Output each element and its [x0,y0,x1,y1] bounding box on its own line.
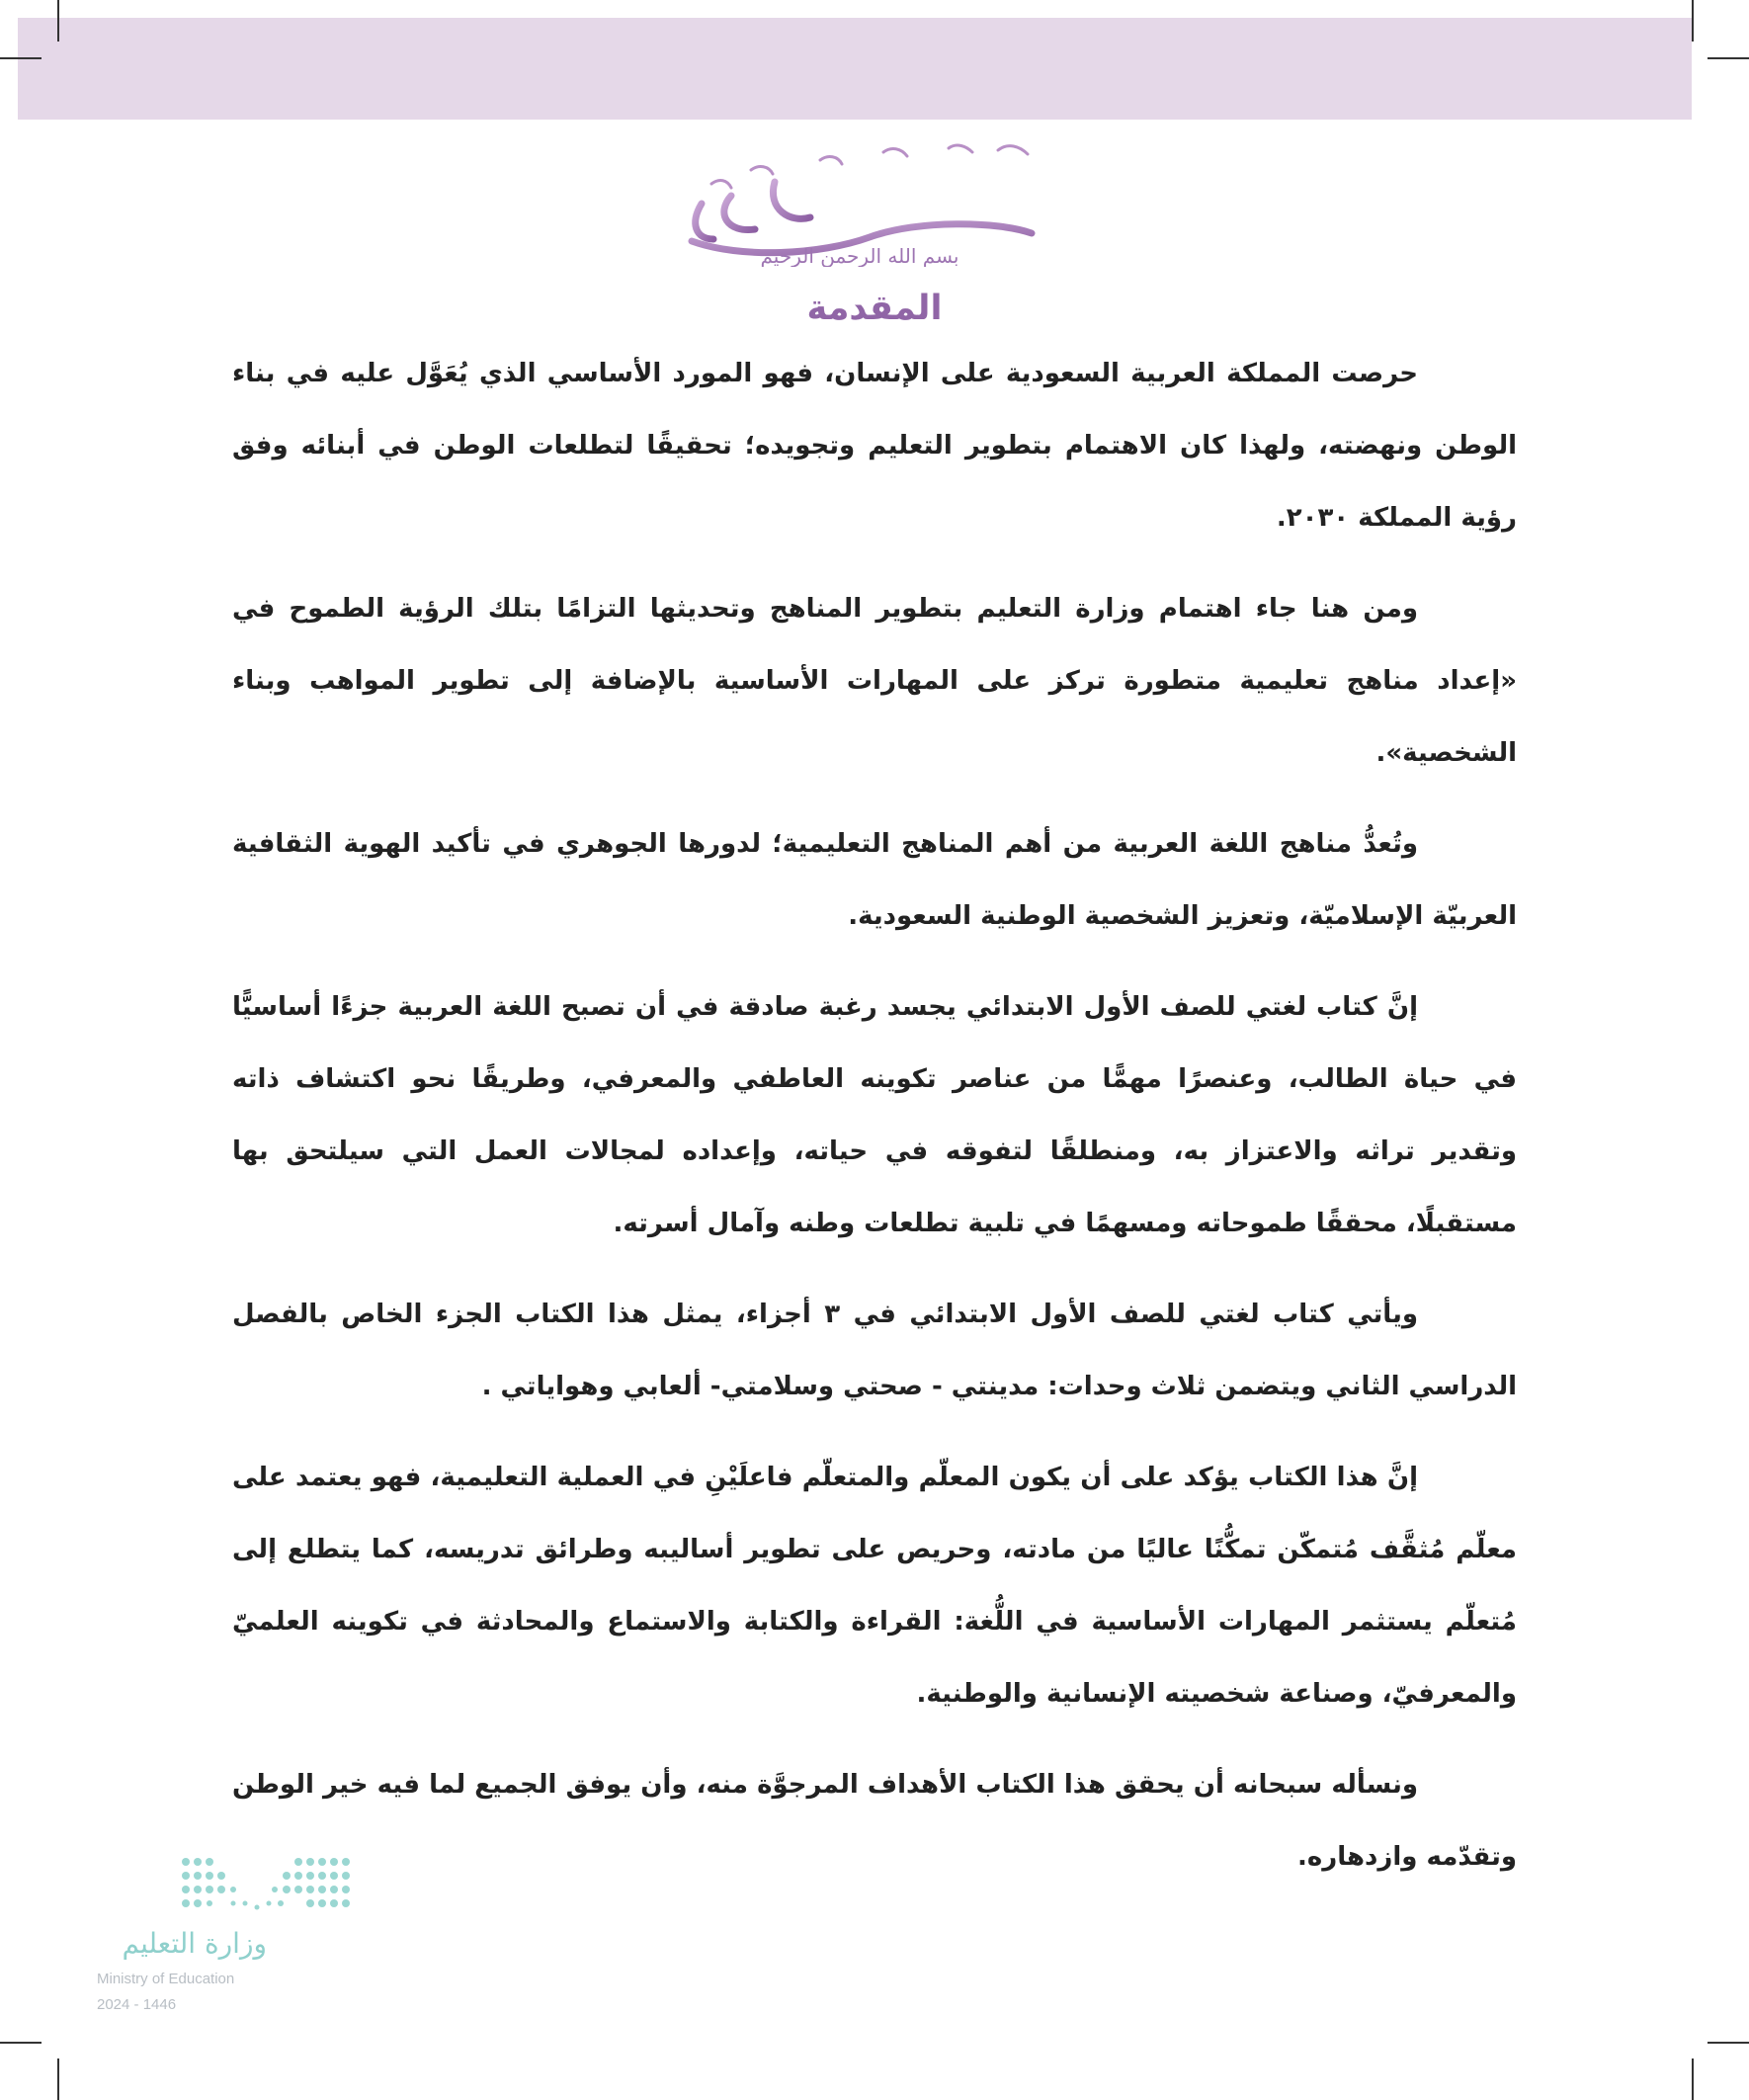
ministry-logo [89,1856,375,2024]
crop-mark [0,57,42,59]
crop-mark [57,0,59,42]
paragraph: إنَّ هذا الكتاب يؤكد على أن يكون المعلّم والمتعلّم فاعلَيْنِ في العملية التعليمية، فهو يعتمد على معلّم مُثقَّف مُتمكّن تمكُّنًا عاليًا من مادته، وحريص على تطوير أساليبه وطرائق تدريسه، كما يتطلع إلى مُتعلّم يستثمر المهارات الأساسية في اللُّغة: القراءة والكتابة والاستماع والمحادثة في تكوينه العلميّ والمعرفيّ، وصناعة شخصيته الإنسانية والوطنية. [232,1463,1517,1709]
paragraph: إنَّ كتاب لغتي للصف الأول الابتدائي يجسد رغبة صادقة في أن تصبح اللغة العربية جزءًا أساسيًّا في حياة الطالب، وعنصرًا مهمًّا من عناصر تكوينه العاطفي والمعرفي، وطريقًا نحو اكتشاف ذاته وتقدير تراثه والاعتزاز به، ومنطلقًا لتفوقه في حياته، وإعداده لمجالات العمل التي سيلتحق بها مستقبلًا، محققًا طموحاته ومسهمًا في تلبية تطلعات وطنه وآمال أسرته. [232,992,1517,1238]
crop-mark [1707,2042,1749,2044]
crop-mark [57,2058,59,2100]
paragraph: ومن هنا جاء اهتمام وزارة التعليم بتطوير المناهج وتحديثها التزامًا بتلك الرؤية الطموح في «إعداد مناهج تعليمية متطورة تركز على المهارات الأساسية بالإضافة إلى تطوير المواهب وبناء الشخصية». [232,594,1517,768]
basmala-calligraphy [672,138,1047,267]
logo-english-name: Ministry of Education [97,1971,235,1987]
header-band [18,18,1692,120]
crop-mark [1707,57,1749,59]
logo-dots-icon [180,1856,353,1915]
paragraph: وتُعدُّ مناهج اللغة العربية من أهم المناهج التعليمية؛ لدورها الجوهري في تأكيد الهوية الثقافية العربيّة الإسلاميّة، وتعزيز الشخصية الوطنية السعودية. [232,829,1517,931]
crop-mark [1692,0,1694,42]
basmala-text: بسم الله الرحمن الرحيم [760,244,959,267]
paragraph: حرصت المملكة العربية السعودية على الإنسان، فهو المورد الأساسي الذي يُعَوَّل عليه في بناء الوطن ونهضته، ولهذا كان الاهتمام بتطوير التعليم وتجويده؛ تحقيقًا لتطلعات الوطن في أبنائه وفق رؤية المملكة ٢٠٣٠. [232,359,1517,533]
paragraph: ويأتي كتاب لغتي للصف الأول الابتدائي في ٣ أجزاء، يمثل هذا الكتاب الجزء الخاص بالفصل الدراسي الثاني ويتضمن ثلاث وحدات: مدينتي - صحتي وسلامتي- ألعابي وهواياتي . [232,1300,1517,1401]
introduction-text [232,338,1517,1912]
crop-mark [0,2042,42,2044]
logo-year: 2024 - 1446 [97,1996,177,2013]
paragraph: ونسأله سبحانه أن يحقق هذا الكتاب الأهداف المرجوَّة منه، وأن يوفق الجميع لما فيه خير الوطن وتقدّمه وازدهاره. [232,1770,1517,1872]
page-title: المقدمة [806,289,943,328]
logo-arabic-name: وزارة التعليم [122,1927,267,1960]
crop-mark [1692,2058,1694,2100]
